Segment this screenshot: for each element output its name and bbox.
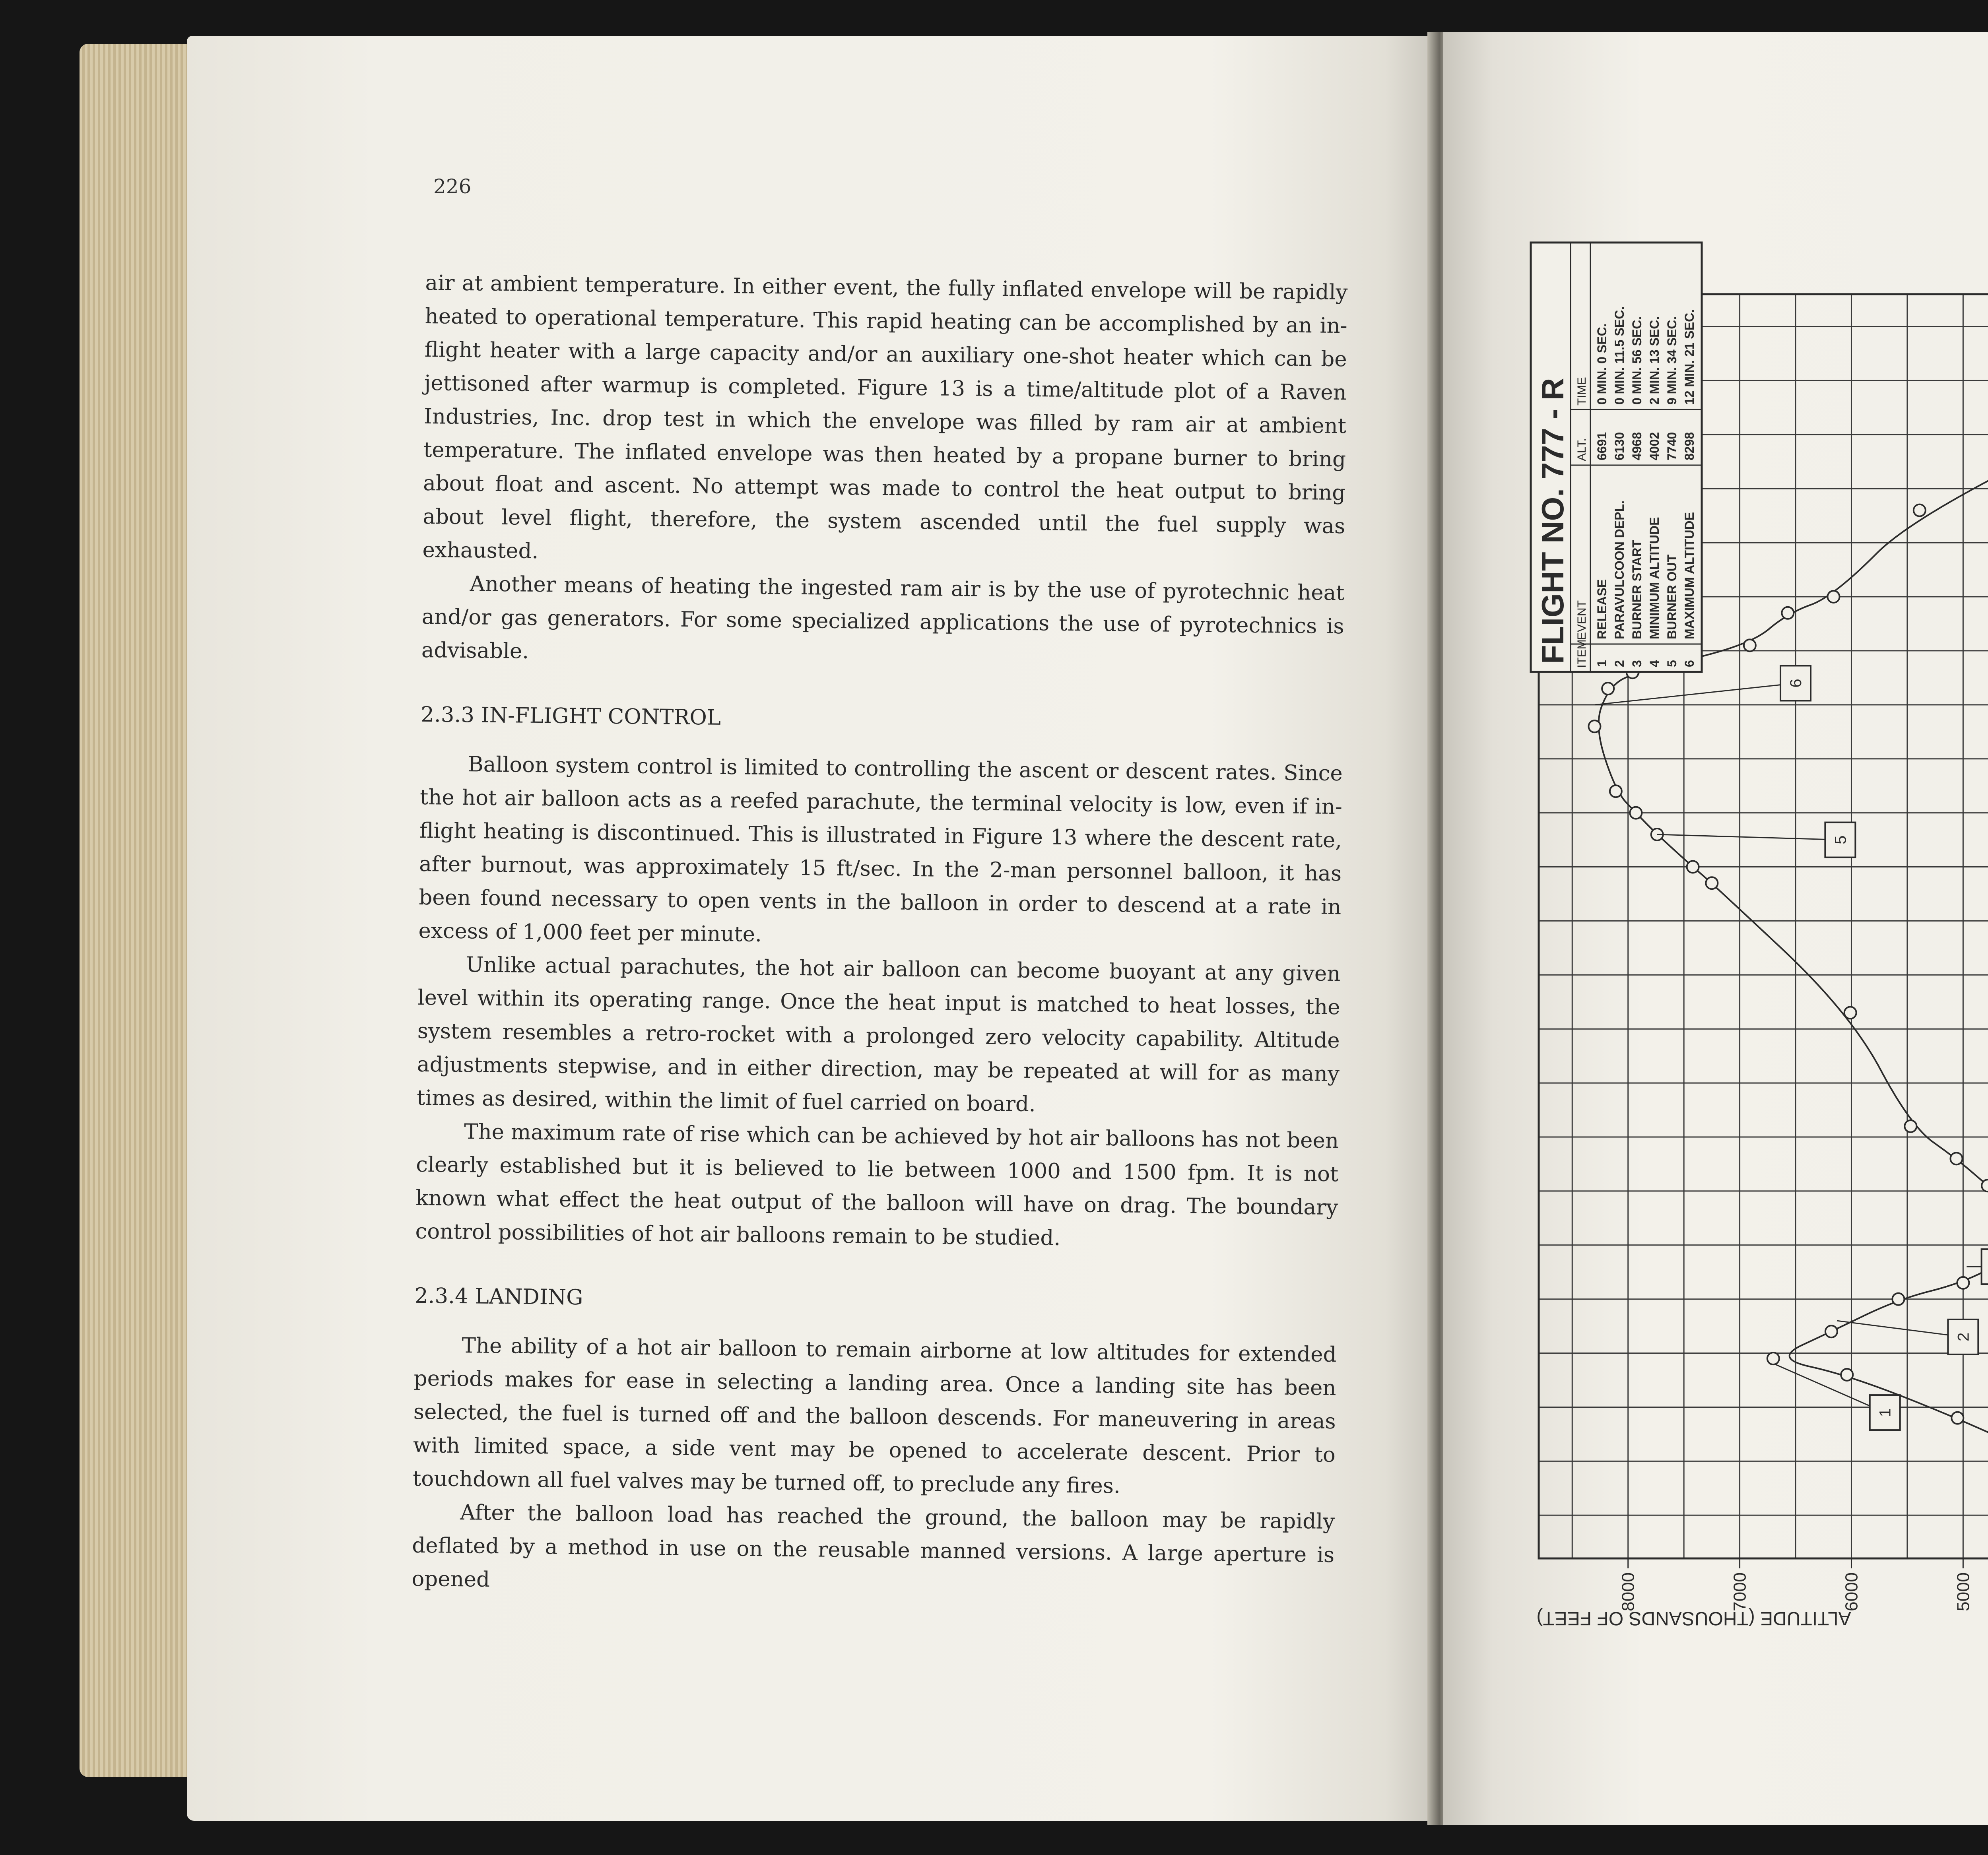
- flight-table-rotated: [1531, 243, 1702, 672]
- table-header-cell: TIME: [1575, 377, 1588, 406]
- annotation-box: [1982, 1249, 1988, 1284]
- figure-13-chart: [1479, 207, 1988, 1678]
- table-cell: MINIMUM ALTITUDE: [1647, 517, 1662, 639]
- axis-labels: [1536, 927, 1988, 1629]
- table-cell: MAXIMUM ALTITUDE: [1682, 512, 1697, 639]
- table-header-cell: ALT.: [1575, 438, 1588, 461]
- table-cell: 7740: [1665, 432, 1679, 460]
- data-point: [1767, 1352, 1779, 1364]
- y-tick-label: 8000: [1618, 1572, 1638, 1611]
- table-cell: 4002: [1647, 432, 1662, 460]
- data-point: [1706, 877, 1718, 889]
- flight-table-title: FLIGHT NO. 777 - R: [1535, 378, 1570, 664]
- y-tick-label: 5000: [1953, 1572, 1973, 1611]
- table-cell: 0 MIN. 56 SEC.: [1630, 316, 1644, 405]
- table-cell: 8298: [1682, 432, 1697, 460]
- table-cell: 4: [1647, 660, 1662, 667]
- table-cell: 6130: [1612, 432, 1627, 460]
- table-cell: 0 MIN. 0 SEC.: [1595, 323, 1609, 405]
- data-point: [1982, 1180, 1988, 1191]
- paragraph: Balloon system control is limited to controlling the ascent or descent rates. Since the hot air balloon acts as a reefed parachute, the terminal velocity is low, even if in-flight heating is discontinued. This is illustrated in Figure 13 where the descent rate, after burnout, was approximately 15 ft/sec. In the 2-man personnel balloon, it has been found necessary to open vents in the balloon in order to descend at a rate in excess of 1,000 feet per minute.: [418, 752, 1343, 947]
- paragraph: Unlike actual parachutes, the hot air balloon can become buoyant at any given level within its operating range. Once the heat input is matched to heat losses, the system resembles a retro-rocket with a prolonged zero velocity capability. Altitude adjustments stepwise, and in either direction, may be repeated at will for as many times as desired, within the limit of fuel carried on board.: [416, 953, 1341, 1117]
- annotation-label: 1: [1876, 1408, 1894, 1417]
- paragraph: The maximum rate of rise which can be achieved by hot air balloons has not been clearly established but it is believed to lie between 1000 and 1500 fpm. It is not known what effect the heat output of the balloon will have on drag. The boundary control possibilities of hot air balloons remain to be studied.: [415, 1120, 1339, 1250]
- y-axis-label: ALTITUDE (THOUSANDS OF FEET): [1536, 1608, 1851, 1629]
- page-edges-left: [80, 44, 199, 1777]
- data-point: [1630, 807, 1642, 819]
- section-heading-landing: 2.3.4 LANDING: [414, 1283, 583, 1310]
- table-cell: PARAVULCOON DEPL.: [1612, 500, 1627, 639]
- table-cell: 2 MIN. 13 SEC.: [1647, 316, 1662, 405]
- data-point: [1828, 591, 1840, 603]
- data-point: [1602, 683, 1614, 695]
- table-cell: 4968: [1630, 432, 1644, 460]
- data-point: [1844, 1007, 1856, 1019]
- chart-annotations: [1595, 666, 1988, 1430]
- annotation-leader: [1657, 834, 1840, 840]
- annotation-leader: [1595, 683, 1796, 704]
- paragraph: After the balloon load has reached the ground, the balloon may be rapidly deflated by a method in use on the reusable manned versions. A large aperture is opened: [412, 1500, 1335, 1592]
- table-cell: 6: [1682, 660, 1697, 667]
- table-cell: 2: [1612, 660, 1627, 667]
- data-point: [1687, 861, 1699, 873]
- page-number-left: 226: [433, 175, 472, 198]
- table-cell: 1: [1595, 660, 1609, 667]
- data-point: [1610, 785, 1622, 797]
- data-point: [1957, 1277, 1969, 1289]
- table-cell: 12 MIN. 21 SEC.: [1682, 309, 1697, 405]
- paragraph: Another means of heating the ingested ram air is by the use of pyrotechnic heat and/or gas generators. For some specialized applications the use of pyrotechnics is advisable.: [421, 572, 1345, 664]
- annotation-label: 2: [1955, 1332, 1972, 1341]
- table-header-cell: EVENT: [1575, 600, 1588, 640]
- table-cell: 6691: [1595, 432, 1609, 460]
- data-point: [1905, 1120, 1916, 1132]
- annotation-label: 5: [1832, 835, 1850, 844]
- table-cell: 3: [1630, 660, 1644, 667]
- data-point: [1782, 607, 1794, 619]
- table-header-cell: ITEM: [1575, 639, 1588, 668]
- data-point: [1588, 720, 1600, 732]
- data-point: [1841, 1369, 1853, 1381]
- y-tick-label: 7000: [1730, 1572, 1750, 1611]
- paragraph: air at ambient temperature. In either event, the fully inflated envelope will be rapidly heated to operational temperature. This rapid heating can be accomplished by an in-flight heater with a large capacity and/or an auxiliary one-shot heater which can be jettisoned after warmup is completed. Figure 13 is a time/altitude plot of a Raven Industries, Inc. drop test in which the envelope was filled by ram air at ambient temperature. The inflated envelope was then heated by a propane burner to bring about float and ascent. No attempt was made to control the heat output to bring about level flight, therefore, the system ascended until the fuel supply was exhausted.: [422, 270, 1348, 564]
- data-point: [1951, 1153, 1963, 1164]
- left-page-body: [412, 266, 1348, 1605]
- data-point: [1825, 1325, 1837, 1337]
- section-heading-in-flight-control: 2.3.3 IN-FLIGHT CONTROL: [420, 702, 721, 730]
- table-cell: BURNER START: [1630, 539, 1644, 639]
- data-point: [1951, 1412, 1963, 1424]
- data-point: [1744, 639, 1756, 651]
- table-cell: BURNER OUT: [1665, 554, 1679, 639]
- annotation-label: 6: [1787, 679, 1805, 688]
- table-cell: 0 MIN. 11.5 SEC.: [1612, 306, 1627, 405]
- paragraph: The ability of a hot air balloon to remain airborne at low altitudes for extended periods makes for ease in selecting a landing area. Once a landing site has been selected, the fuel is turned off and the balloon descends. For maneuvering in areas with limited space, a side vent may be opened to accelerate descent. Prior to touchdown all fuel valves may be turned off, to preclude any fires.: [412, 1333, 1337, 1498]
- y-tick-label: 6000: [1842, 1572, 1862, 1611]
- flight-table: [1531, 243, 1702, 672]
- data-point: [1914, 504, 1926, 516]
- data-point: [1892, 1293, 1904, 1305]
- table-cell: RELEASE: [1595, 579, 1609, 639]
- table-cell: 9 MIN. 34 SEC.: [1665, 316, 1679, 405]
- annotation-leader: [1837, 1321, 1963, 1337]
- table-cell: 5: [1665, 660, 1679, 667]
